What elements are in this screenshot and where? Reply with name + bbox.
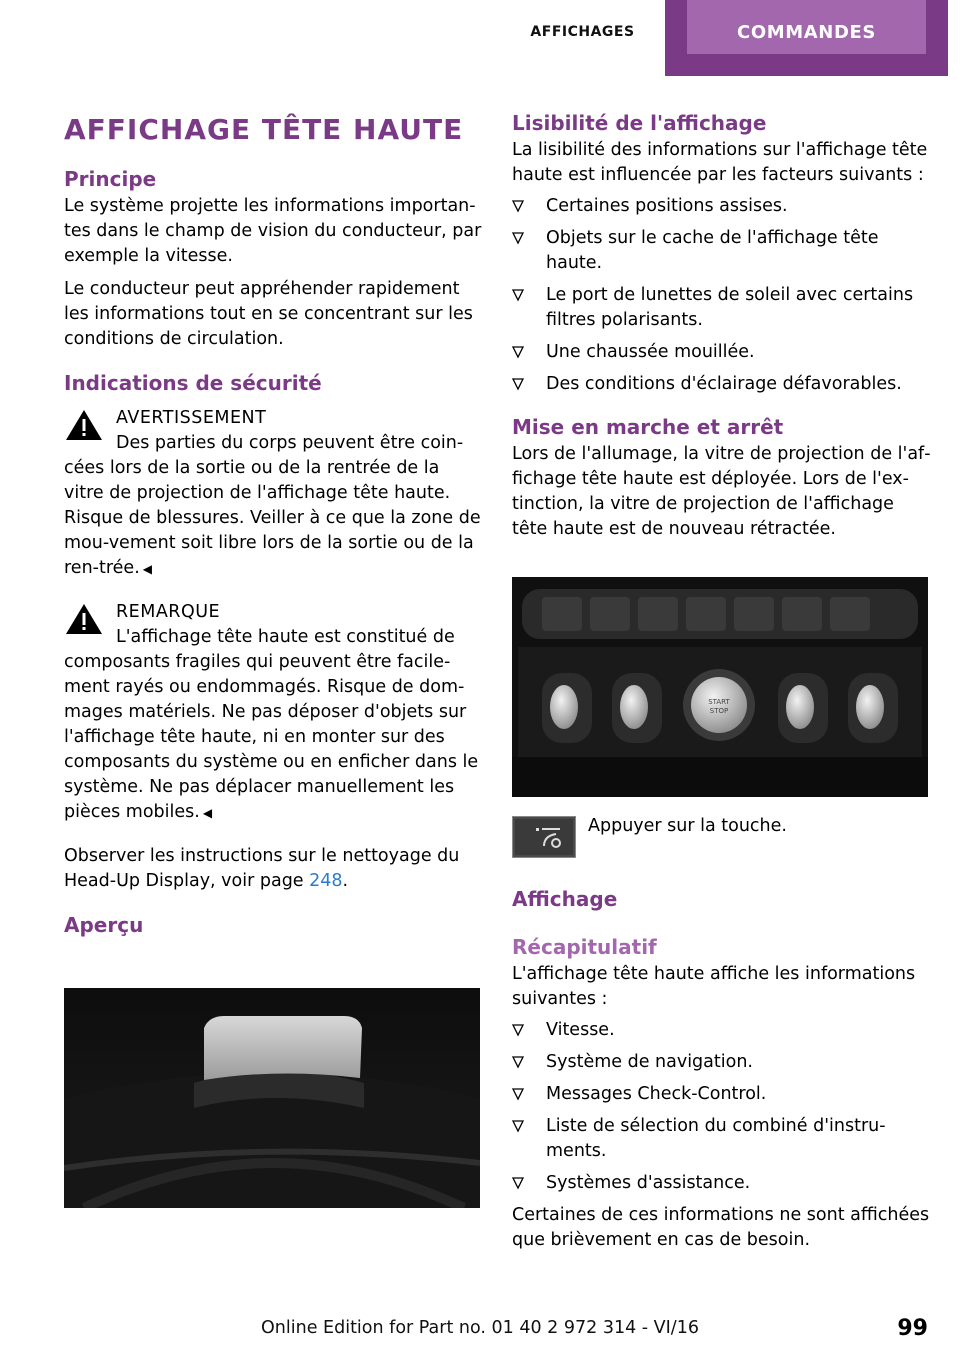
- principe-paragraph-1: Le système projette les informations importan‐tes dans le champ de vision du conducteur, par exemple la vitesse.: [64, 196, 482, 266]
- observer-paragraph: Observer les instructions sur le nettoyage du Head-Up Display, voir page 248.: [64, 846, 460, 891]
- notice-text-first: L'affichage tête haute est constitué de: [116, 627, 455, 647]
- warning-triangle-icon: [64, 408, 104, 442]
- bullet-triangle-icon: [512, 377, 524, 391]
- principe-heading: Principe: [64, 167, 157, 191]
- start-label-1: START: [708, 698, 730, 706]
- apercu-heading: Aperçu: [64, 913, 144, 937]
- bullet-triangle-icon: [512, 231, 524, 245]
- right-column: [512, 108, 932, 542]
- console-photo: [512, 577, 928, 797]
- hud-button-icon[interactable]: [512, 816, 576, 858]
- bullet-triangle-icon: [512, 1055, 524, 1069]
- warning-block: [64, 406, 482, 456]
- list-item: Certaines positions assises.: [512, 194, 932, 219]
- notice-block: [64, 600, 482, 650]
- tab-affichages[interactable]: [520, 0, 645, 76]
- warning-text-first: Des parties du corps peuvent être coin‐: [116, 433, 464, 453]
- bullet-triangle-icon: [512, 1023, 524, 1037]
- left-column: [64, 108, 482, 940]
- list-item: Une chaussée mouillée.: [512, 340, 932, 365]
- bullet-triangle-icon: [512, 1176, 524, 1190]
- right-column-lower: [512, 886, 932, 1253]
- page-title: AFFICHAGE TÊTE HAUTE: [64, 113, 464, 146]
- list-item: Liste de sélection du combiné d'instru‐ments.: [512, 1114, 932, 1164]
- footer-edition: Online Edition for Part no. 01 40 2 972 314 - VI/16: [261, 1318, 699, 1338]
- marche-heading: Mise en marche et arrêt: [512, 415, 784, 439]
- recap-paragraph: L'affichage tête haute affiche les informations suivantes :: [512, 964, 916, 1009]
- list-item: Des conditions d'éclairage défavorables.: [512, 372, 932, 397]
- tab-affichages-label: AFFICHAGES: [530, 24, 635, 40]
- end-mark-icon: ◀: [202, 806, 213, 820]
- notice-text-rest: composants fragiles qui peuvent être facile‐ment rayés ou endommagés. Risque de dom‐mages matériels. Ne pas déposer d'objets sur l'affichage tête haute, ni en monter sur des composants du système ou en enficher dans le système. Ne pas déplacer manuellement les pièces mobiles. ◀: [64, 652, 479, 822]
- principe-paragraph-2: Le conducteur peut appréhender rapidement les informations tout en se concentrant sur les conditions de circulation.: [64, 279, 473, 349]
- bullet-triangle-icon: [512, 288, 524, 302]
- list-item: Messages Check-Control.: [512, 1082, 932, 1107]
- notice-title: REMARQUE: [116, 602, 221, 622]
- list-item: Vitesse.: [512, 1018, 932, 1043]
- bullet-triangle-icon: [512, 199, 524, 213]
- notice-triangle-icon: [64, 602, 104, 636]
- securite-heading: Indications de sécurité: [64, 371, 322, 395]
- list-item: Système de navigation.: [512, 1050, 932, 1075]
- recap-list: [512, 1018, 932, 1196]
- recap-heading: Récapitulatif: [512, 935, 657, 959]
- bullet-triangle-icon: [512, 345, 524, 359]
- hud-photo: [64, 988, 480, 1208]
- affichage-heading: Affichage: [512, 887, 618, 911]
- bullet-triangle-icon: [512, 1119, 524, 1133]
- lisibilite-paragraph: La lisibilité des informations sur l'affichage tête haute est influencée par les facteurs suivants :: [512, 140, 928, 185]
- warning-text-rest: cées lors de la sortie ou de la rentrée de la vitre de projection de l'affichage tête haute. Risque de blessures. Veiller à ce que la zone de mou‐vement soit libre lors de la sortie ou de la ren‐trée. ◀: [64, 458, 481, 578]
- closing-paragraph: Certaines de ces informations ne sont affichées que brièvement en cas de besoin.: [512, 1205, 930, 1250]
- appuyer-text: Appuyer sur la touche.: [588, 816, 787, 836]
- tab-commandes[interactable]: [665, 0, 948, 76]
- list-item: Le port de lunettes de soleil avec certains filtres polarisants.: [512, 283, 932, 333]
- lisibilite-list: [512, 194, 932, 397]
- start-label-2: STOP: [709, 707, 729, 715]
- page-number: 99: [897, 1316, 928, 1341]
- list-item: Systèmes d'assistance.: [512, 1171, 932, 1196]
- tab-commandes-label: COMMANDES: [737, 22, 876, 43]
- lisibilite-heading: Lisibilité de l'affichage: [512, 111, 767, 135]
- warning-title: AVERTISSEMENT: [116, 408, 267, 428]
- hud-button-row: [512, 816, 932, 858]
- page-link[interactable]: 248: [309, 871, 343, 891]
- bullet-triangle-icon: [512, 1087, 524, 1101]
- marche-paragraph: Lors de l'allumage, la vitre de projection de l'af‐fichage tête haute est déployée. Lors de l'ex‐tinction, la vitre de projection de l'affichage tête haute est de nouveau rétractée.: [512, 444, 931, 539]
- list-item: Objets sur le cache de l'affichage tête haute.: [512, 226, 932, 276]
- header-tabs: [490, 0, 960, 76]
- end-mark-icon: ◀: [142, 562, 152, 576]
